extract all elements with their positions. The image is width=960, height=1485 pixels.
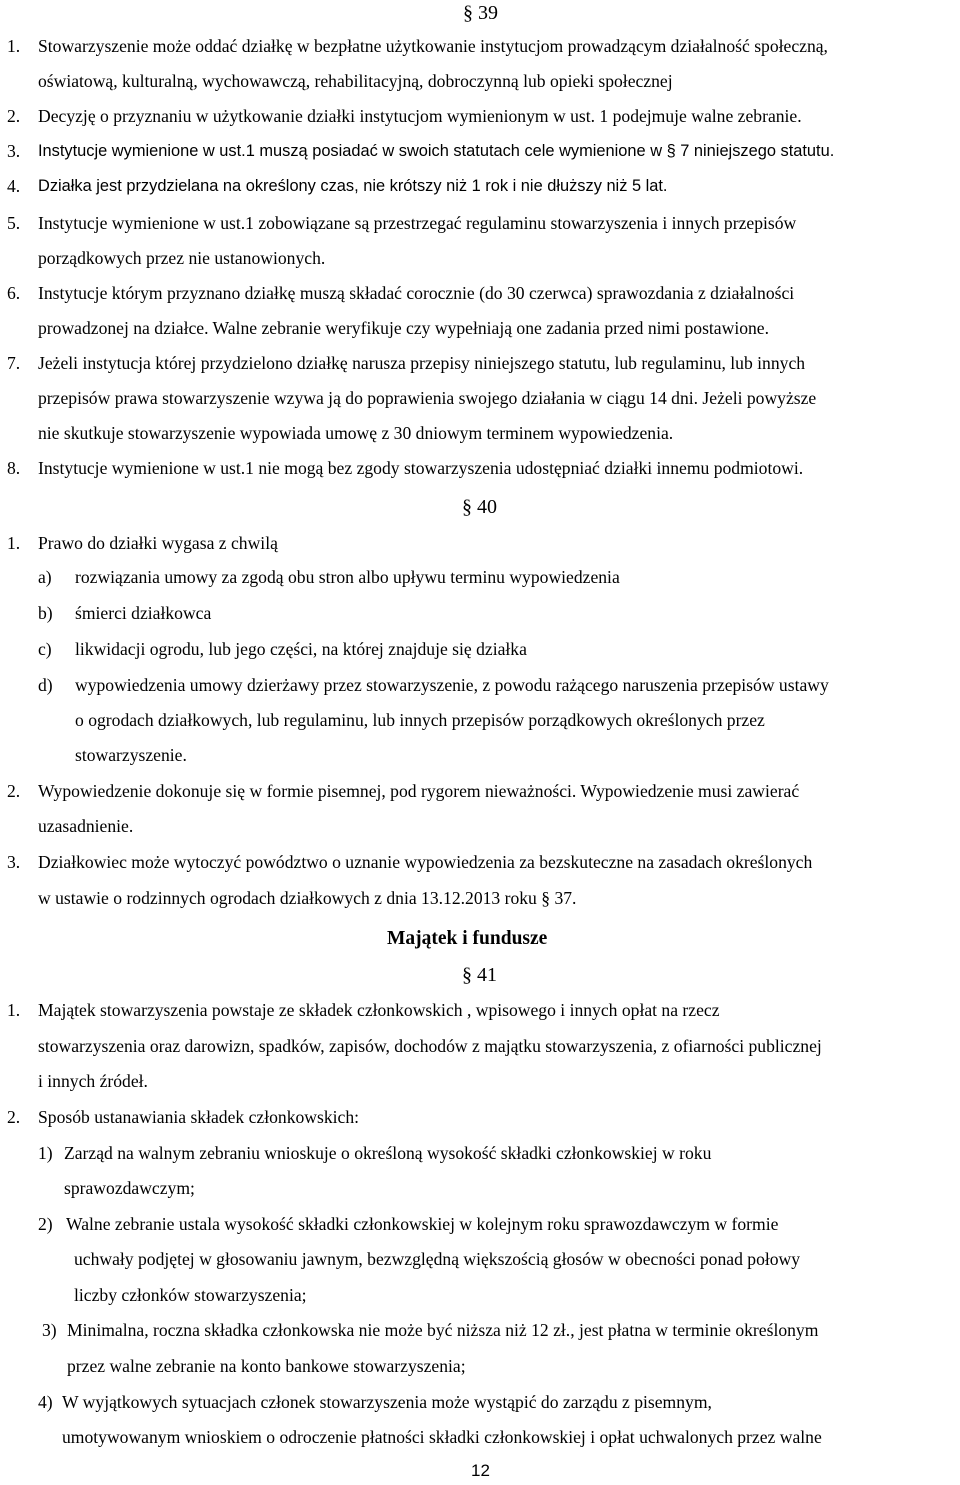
s39-item3-number: 3. <box>7 141 21 161</box>
s41-sub2-line3: liczby członków stowarzyszenia; <box>74 1285 307 1305</box>
s41-sub4-line1: W wyjątkowych sytuacjach członek stowarzyszenia może wystąpić do zarządu z pisemnym, <box>62 1392 712 1412</box>
s41-item1-line1: Majątek stowarzyszenia powstaje ze składek członkowskich , wpisowego i innych opłat na rzecz <box>38 1000 720 1020</box>
s41-sub1-line2: sprawozdawczym; <box>64 1178 195 1198</box>
s39-item7-number: 7. <box>7 353 21 373</box>
s39-item1-line2: oświatową, kulturalną, wychowawczą, rehabilitacyjną, dobroczynną lub opieki społecznej <box>38 71 673 91</box>
s40-item3-number: 3. <box>7 852 21 872</box>
s41-item1-number: 1. <box>7 1000 21 1020</box>
s40-item3-line2: w ustawie o rodzinnych ogrodach działkowych z dnia 13.12.2013 roku § 37. <box>38 888 577 908</box>
s39-item6-line2: prowadzonej na działce. Walne zebranie weryfikuje czy wypełniają one zadania przed nimi postawione. <box>38 318 770 338</box>
s39-item1-line1: Stowarzyszenie może oddać działkę w bezpłatne użytkowanie instytucjom prowadzącym działalność społeczną, <box>38 36 828 56</box>
s40-item2-line2: uzasadnienie. <box>38 816 134 836</box>
s40-item2-number: 2. <box>7 781 21 801</box>
s39-item3-line1: Instytucje wymienione w ust.1 muszą posiadać w swoich statutach cele wymienione w § 7 niniejszego statutu. <box>38 142 835 160</box>
s40-sub-a-line1: rozwiązania umowy za zgodą obu stron albo upływu terminu wypowiedzenia <box>75 567 620 587</box>
s40-item2-line1: Wypowiedzenie dokonuje się w formie pisemnej, pod rygorem nieważności. Wypowiedzenie musi zawierać <box>38 781 800 801</box>
s40-sub-c-label: c) <box>38 639 52 659</box>
s41-sub3-line2: przez walne zebranie na konto bankowe stowarzyszenia; <box>67 1356 466 1376</box>
s40-sub-c-line1: likwidacji ogrodu, lub jego części, na której znajduje się działka <box>75 639 527 659</box>
page-number: 12 <box>471 1461 490 1480</box>
s40-sub-a-label: a) <box>38 567 52 587</box>
s39-item7-line2: przepisów prawa stowarzyszenie wzywa ją do poprawienia swojego działania w ciągu 14 dni. Jeżeli powyższe <box>38 388 817 408</box>
s39-item5-line1: Instytucje wymienione w ust.1 zobowiązane są przestrzegać regulaminu stowarzyszenia i innych przepisów <box>38 213 797 233</box>
s39-item7-line1: Jeżeli instytucja której przydzielono działkę narusza przepisy niniejszego statutu, lub regulaminu, lub innych <box>38 353 806 373</box>
s41-sub1-line1: Zarząd na walnym zebraniu wnioskuje o określoną wysokość składki członkowskiej w roku <box>64 1143 712 1163</box>
s41-item1-line2: stowarzyszenia oraz darowizn, spadków, zapisów, dochodów z majątku stowarzyszenia, z ofiarności publicznej <box>38 1036 822 1056</box>
s41-sub3-line1: Minimalna, roczna składka członkowska nie może być niższa niż 12 zł., jest płatna w terminie określonym <box>67 1320 819 1340</box>
section-39-heading: § 39 <box>463 2 498 24</box>
s40-sub-d-label: d) <box>38 675 53 695</box>
s39-item8-line1: Instytucje wymienione w ust.1 nie mogą bez zgody stowarzyszenia udostępniać działki innemu podmiotowi. <box>38 458 804 478</box>
s41-sub2-line2: uchwały podjętej w głosowaniu jawnym, bezwzględną większością głosów w obecności ponad połowy <box>74 1249 801 1269</box>
s40-sub-d-line3: stowarzyszenie. <box>75 745 187 765</box>
s41-sub1-label: 1) <box>38 1143 53 1163</box>
s41-item1-line3: i innych źródeł. <box>38 1071 148 1091</box>
s39-item4-line1: Działka jest przydzielana na określony czas, nie krótszy niż 1 rok i nie dłuższy niż 5 lat. <box>38 177 668 195</box>
s41-sub2-label: 2) <box>38 1214 53 1234</box>
chapter-title: Majątek i fundusze <box>387 928 548 949</box>
s40-sub-d-line2: o ogrodach działkowych, lub regulaminu, lub innych przepisów porządkowych określonych przez <box>75 710 765 730</box>
s41-sub4-line2: umotywowanym wnioskiem o odroczenie płatności składki członkowskiej i opłat uchwalonych przez walne <box>62 1427 822 1447</box>
s41-item2-text: Sposób ustanawiania składek członkowskich: <box>38 1107 360 1127</box>
s40-sub-b-line1: śmierci działkowca <box>75 603 212 623</box>
s39-item2-line1: Decyzję o przyznaniu w użytkowanie działki instytucjom wymienionym w ust. 1 podejmuje walne zebranie. <box>38 106 802 126</box>
s40-item3-line1: Działkowiec może wytoczyć powództwo o uznanie wypowiedzenia za bezskuteczne na zasadach określonych <box>38 852 813 872</box>
s41-item2-number: 2. <box>7 1107 21 1127</box>
s40-item1-number: 1. <box>7 533 21 553</box>
s40-item1-text: Prawo do działki wygasa z chwilą <box>38 533 278 553</box>
s40-sub-b-label: b) <box>38 603 53 623</box>
s41-sub3-label: 3) <box>42 1320 57 1340</box>
s39-item8-number: 8. <box>7 458 21 478</box>
section-40-heading: § 40 <box>462 496 497 518</box>
s39-item4-number: 4. <box>7 176 21 196</box>
s41-sub2-line1: Walne zebranie ustala wysokość składki członkowskiej w kolejnym roku sprawozdawczym w formie <box>66 1214 779 1234</box>
s39-item2-number: 2. <box>7 106 21 126</box>
s39-item7-line3: nie skutkuje stowarzyszenie wypowiada umowę z 30 dniowym terminem wypowiedzenia. <box>38 423 674 443</box>
section-41-heading: § 41 <box>462 964 497 986</box>
s40-sub-d-line1: wypowiedzenia umowy dzierżawy przez stowarzyszenie, z powodu rażącego naruszenia przepisów ustawy <box>75 675 829 695</box>
s39-item1-number: 1. <box>7 36 21 56</box>
s39-item5-number: 5. <box>7 213 21 233</box>
s41-sub4-label: 4) <box>38 1392 53 1412</box>
s39-item6-line1: Instytucje którym przyznano działkę muszą składać corocznie (do 30 czerwca) sprawozdania z działalności <box>38 283 795 303</box>
s39-item5-line2: porządkowych przez nie ustanowionych. <box>38 248 326 268</box>
s39-item6-number: 6. <box>7 283 21 303</box>
